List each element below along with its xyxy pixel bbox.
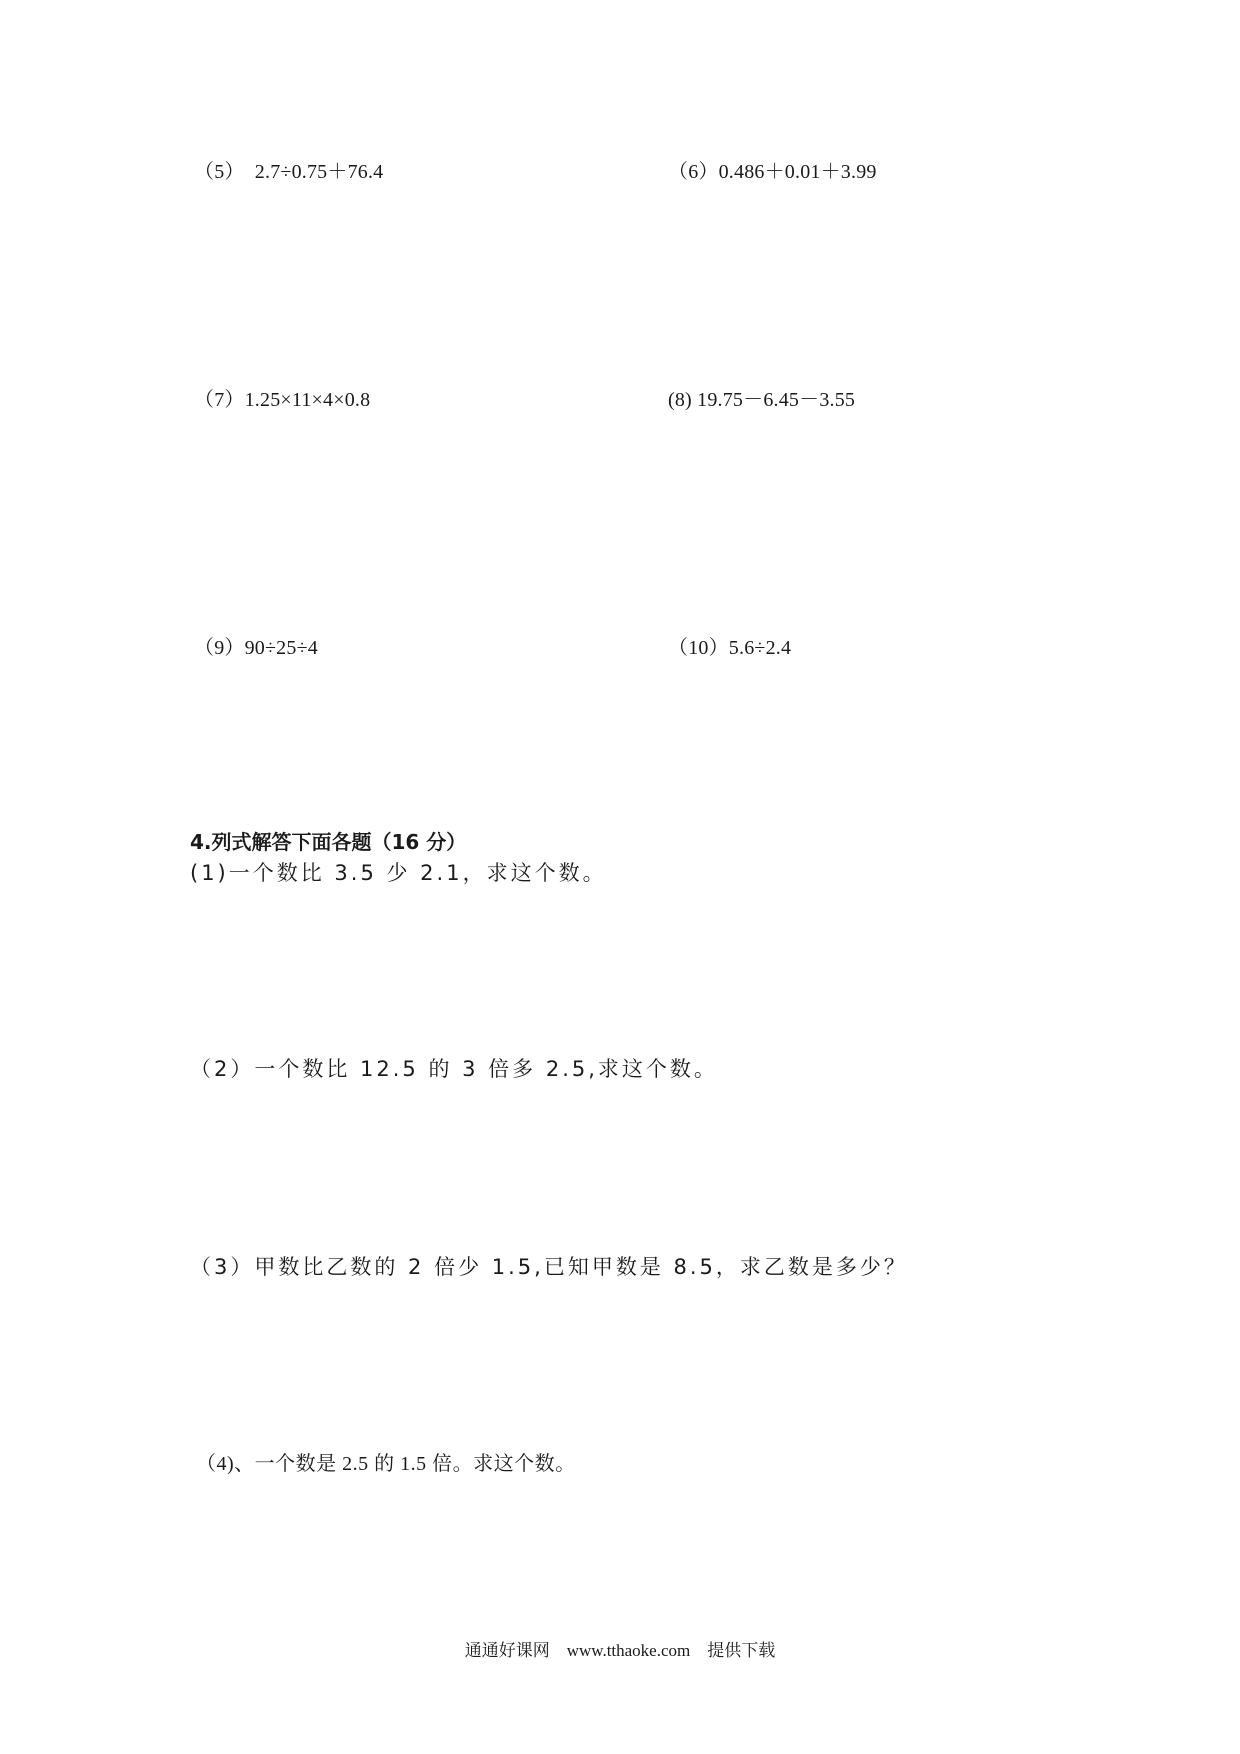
word-problem-1: (1)一个数比 3.5 少 2.1，求这个数。 — [190, 861, 607, 885]
calc-problem-7: （7）1.25×11×4×0.8 — [194, 389, 371, 411]
calc-problem-9: （9）90÷25÷4 — [194, 637, 318, 659]
calc-problem-10: （10）5.6÷2.4 — [668, 637, 792, 659]
page-footer: 通通好课网 www.tthaoke.com 提供下载 — [464, 1641, 776, 1660]
calc-problem-5: （5） 2.7÷0.75＋76.4 — [194, 161, 384, 183]
word-problem-2: （2）一个数比 12.5 的 3 倍多 2.5,求这个数。 — [190, 1057, 718, 1081]
calc-problem-8: (8) 19.75－6.45－3.55 — [668, 389, 856, 411]
section-4-title: 4.列式解答下面各题（16 分） — [190, 830, 467, 854]
word-problem-4: （4)、一个数是 2.5 的 1.5 倍。求这个数。 — [196, 1453, 576, 1475]
word-problem-3: （3）甲数比乙数的 2 倍少 1.5,已知甲数是 8.5，求乙数是多少？ — [190, 1255, 908, 1279]
calc-problem-6: （6）0.486＋0.01＋3.99 — [668, 161, 877, 183]
